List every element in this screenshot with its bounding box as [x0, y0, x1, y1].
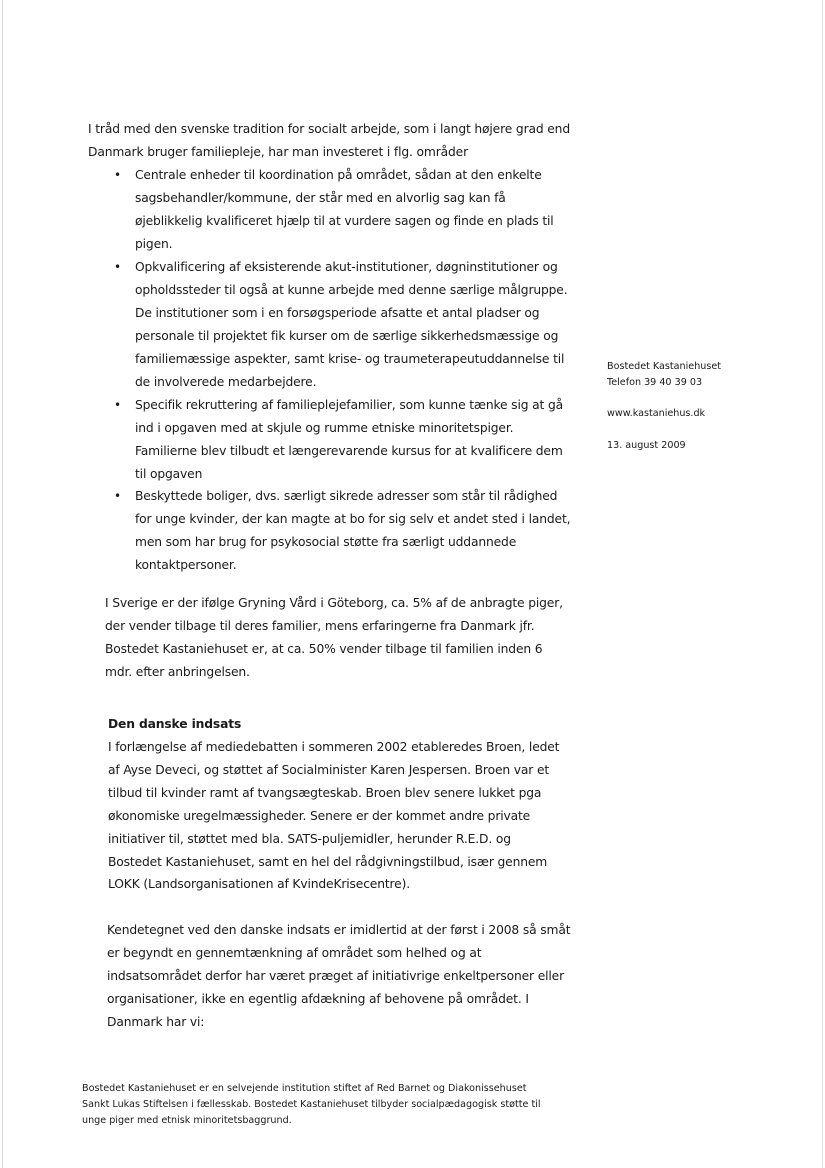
paragraph-line: Danmark har vi:: [107, 1014, 205, 1029]
paragraph-line: Bostedet Kastaniehuset, samt en hel del rådgivningstilbud, især gennem: [108, 854, 548, 869]
bullet-line: til opgaven: [135, 466, 203, 481]
bullet-line: Opkvalificering af eksisterende akut-institutioner, døgninstitutioner og: [135, 260, 558, 274]
paragraph-line: Kendetegnet ved den danske indsats er imidlertid at der først i 2008 så småt: [107, 923, 571, 937]
bullet-line: Specifik rekruttering af familieplejefamilier, som kunne tænke sig at gå: [135, 398, 563, 412]
paragraph-line: mdr. efter anbringelsen.: [105, 664, 250, 679]
bullet-line: ind i opgaven med at skjule og rumme etniske minoritetspiger.: [135, 420, 514, 435]
paragraph-line: organisationer, ikke en egentlig afdækning af behovene på området. I: [107, 991, 529, 1006]
section-heading: Den danske indsats: [108, 717, 242, 731]
bullet-line: Beskyttede boliger, dvs. særligt sikrede adresser som står til rådighed: [135, 489, 558, 503]
bullet-icon: •: [114, 489, 122, 503]
paragraph-line: tilbud til kvinder ramt af tvangsægteskab. Broen blev senere lukket pga: [108, 785, 542, 800]
scan-edge-left: [2, 0, 3, 1168]
paragraph-line: er begyndt en gennemtænkning af området som helhed og at: [107, 945, 482, 960]
paragraph-line: LOKK (Landsorganisationen af KvindeKrisecentre).: [108, 877, 410, 892]
paragraph-line: økonomiske uregelmæssigheder. Senere er der kommet andre private: [108, 808, 531, 823]
bullet-line: kontaktpersoner.: [135, 557, 237, 572]
paragraph-line: Bostedet Kastaniehuset er, at ca. 50% vender tilbage til familien inden 6: [105, 641, 543, 656]
bullet-line: for unge kvinder, der kan magte at bo for sig selv et andet sted i landet,: [135, 511, 571, 526]
paragraph-line: initiativer til, støttet med bla. SATS-puljemidler, herunder R.E.D. og: [108, 831, 511, 846]
footer-line: Sankt Lukas Stiftelsen i fællesskab. Bostedet Kastaniehuset tilbyder socialpædagogisk støtte til: [82, 1099, 541, 1110]
bullet-line: sagsbehandler/kommune, der står med en alvorlig sag kan få: [135, 190, 506, 205]
sidebar-org-name: Bostedet Kastaniehuset: [607, 361, 722, 372]
bullet-line: men som har brug for psykosocial støtte fra særligt uddannede: [135, 534, 517, 549]
bullet-line: opholdssteder til også at kunne arbejde med denne særlige målgruppe.: [135, 282, 568, 297]
bullet-line: personale til projektet fik kurser om de særlige sikkerhedsmæssige og: [135, 328, 559, 343]
bullet-line: øjeblikkelig kvalificeret hjælp til at vurdere sagen og finde en plads til: [135, 213, 554, 228]
paragraph-line: indsatsområdet derfor har været præget af initiativrige enkeltpersoner eller: [107, 968, 564, 983]
intro-line: Danmark bruger familiepleje, har man investeret i flg. områder: [88, 144, 468, 159]
bullet-line: Centrale enheder til koordination på området, sådan at den enkelte: [135, 168, 542, 182]
bullet-icon: •: [114, 260, 122, 274]
bullet-line: Familierne blev tilbudt et længerevarende kursus for at kvalificere dem: [135, 443, 563, 458]
paragraph-line: I Sverige er der ifølge Gryning Vård i Göteborg, ca. 5% af de anbragte piger,: [105, 596, 563, 610]
footer-line: Bostedet Kastaniehuset er en selvejende institution stiftet af Red Barnet og Diakonissehuset: [82, 1083, 527, 1094]
bullet-line: pigen.: [135, 236, 173, 251]
paragraph-line: I forlængelse af mediedebatten i sommeren 2002 etableredes Broen, ledet: [108, 740, 560, 754]
bullet-line: De institutioner som i en forsøgsperiode afsatte et antal pladser og: [135, 305, 540, 320]
sidebar-website: www.kastaniehus.dk: [607, 408, 706, 419]
sidebar-date: 13. august 2009: [607, 440, 686, 451]
bullet-line: familiemæssige aspekter, samt krise- og traumeterapeutuddannelse til: [135, 351, 565, 366]
paragraph-line: der vender tilbage til deres familier, mens erfaringerne fra Danmark jfr.: [105, 618, 535, 633]
sidebar-phone: Telefon 39 40 39 03: [607, 377, 703, 388]
paragraph-line: af Ayse Deveci, og støttet af Socialminister Karen Jespersen. Broen var et: [108, 762, 550, 777]
intro-line: I tråd med den svenske tradition for socialt arbejde, som i langt højere grad end: [88, 122, 570, 136]
scan-edge-right: [822, 0, 823, 1168]
bullet-icon: •: [114, 168, 122, 182]
footer-line: unge piger med etnisk minoritetsbaggrund.: [82, 1115, 292, 1126]
bullet-icon: •: [114, 398, 122, 412]
bullet-line: de involverede medarbejdere.: [135, 374, 317, 389]
